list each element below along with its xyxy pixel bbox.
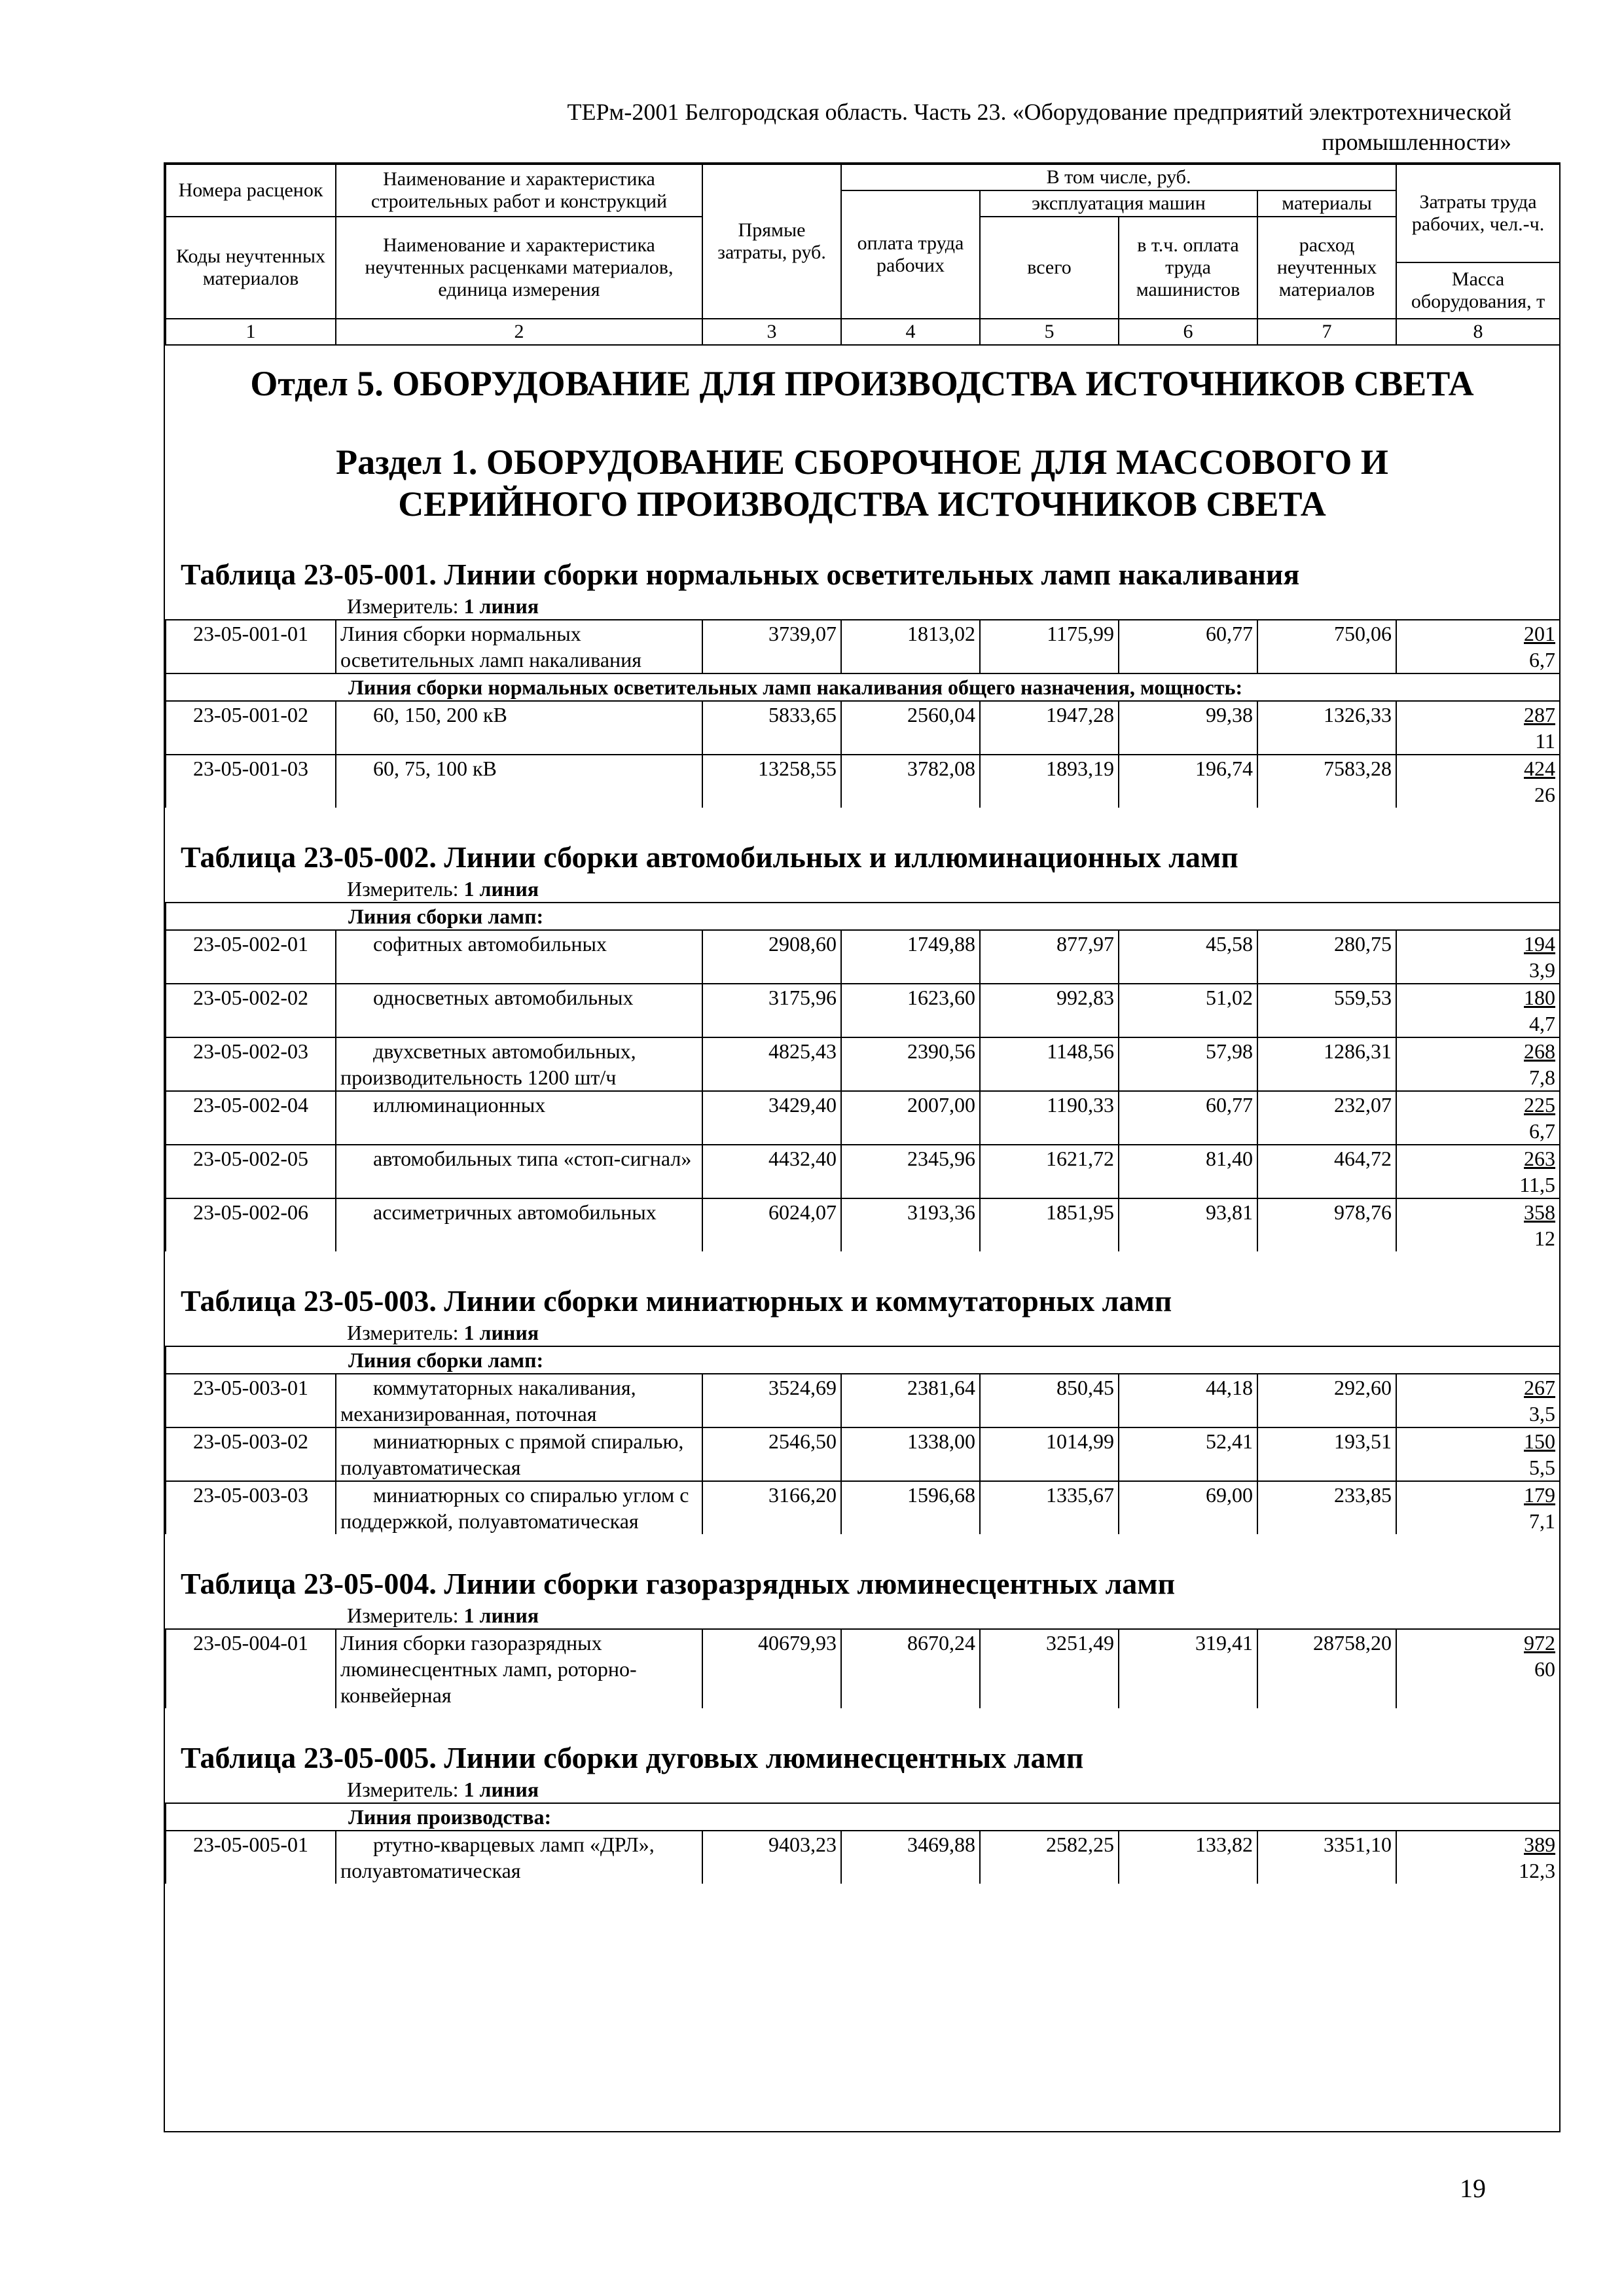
hdr-num-6: 6 [1119, 319, 1257, 345]
rate-name: коммутаторных накаливания, механизированная, поточная [336, 1374, 702, 1427]
equipment-mass: 12 [1534, 1227, 1556, 1250]
labor-hours: 268 [1524, 1039, 1556, 1063]
labor-and-mass [1396, 1427, 1560, 1481]
materials-cost: 280,75 [1257, 930, 1396, 984]
rate-name: автомобильных типа «стоп-сигнал» [336, 1145, 702, 1198]
group-row [166, 673, 1560, 701]
materials-cost: 28758,20 [1257, 1629, 1396, 1708]
table-row [166, 1037, 1560, 1091]
rate-code: 23-05-003-03 [166, 1481, 336, 1534]
labor-hours: 389 [1524, 1833, 1556, 1856]
materials-cost: 193,51 [1257, 1427, 1396, 1481]
meter-unit: 1 линия [463, 594, 539, 618]
table-row [166, 755, 1560, 808]
price-table [165, 902, 1561, 1251]
machines-total: 1014,99 [980, 1427, 1119, 1481]
machines-total: 1148,56 [980, 1037, 1119, 1091]
labor-hours: 358 [1524, 1200, 1556, 1224]
machines-pay: 196,74 [1119, 755, 1257, 808]
meter-unit: 1 линия [463, 1604, 539, 1627]
materials-cost: 978,76 [1257, 1198, 1396, 1251]
hdr-col1-top: Номера расценок [166, 164, 336, 217]
materials-cost: 233,85 [1257, 1481, 1396, 1534]
labor-pay: 3193,36 [841, 1198, 980, 1251]
rate-code: 23-05-002-03 [166, 1037, 336, 1091]
direct-costs: 3524,69 [702, 1374, 841, 1427]
equipment-mass: 7,8 [1529, 1066, 1556, 1089]
document-body [165, 350, 1559, 1884]
hdr-num-8: 8 [1396, 319, 1560, 345]
materials-cost: 750,06 [1257, 620, 1396, 673]
labor-and-mass [1396, 620, 1560, 673]
rate-name: миниатюрных с прямой спиралью, полуавтоматическая [336, 1427, 702, 1481]
equipment-mass: 26 [1534, 783, 1555, 806]
machines-total: 3251,49 [980, 1629, 1119, 1708]
labor-pay: 1749,88 [841, 930, 980, 984]
group-label: Линия сборки ламп: [166, 1346, 1560, 1374]
rate-name: Линия сборки газоразрядных люминесцентных ламп, роторно-конвейерная [336, 1629, 702, 1708]
table-row [166, 620, 1560, 673]
table-row [166, 1831, 1560, 1884]
labor-and-mass [1396, 1145, 1560, 1198]
labor-pay: 2007,00 [841, 1091, 980, 1145]
direct-costs: 9403,23 [702, 1831, 841, 1884]
machines-pay: 93,81 [1119, 1198, 1257, 1251]
rate-code: 23-05-002-05 [166, 1145, 336, 1198]
labor-pay: 2560,04 [841, 701, 980, 755]
direct-costs: 4825,43 [702, 1037, 841, 1091]
hdr-col2-bottom: Наименование и характеристика неучтенных расценками материалов, единица измерения [336, 217, 702, 319]
hdr-labor-pay: оплата труда рабочих [841, 190, 980, 319]
group-label: Линия производства: [166, 1803, 1560, 1831]
table-meter [165, 593, 1559, 619]
hdr-machines-total: всего [980, 217, 1119, 319]
labor-pay: 3782,08 [841, 755, 980, 808]
labor-pay: 2390,56 [841, 1037, 980, 1091]
equipment-mass: 7,1 [1529, 1509, 1556, 1533]
table-meter [165, 876, 1559, 902]
hdr-num-1: 1 [166, 319, 336, 345]
meter-label: Измеритель: [347, 1778, 464, 1801]
rate-code: 23-05-002-06 [166, 1198, 336, 1251]
group-row [166, 903, 1560, 930]
machines-pay: 133,82 [1119, 1831, 1257, 1884]
labor-hours: 267 [1524, 1376, 1556, 1399]
page-number: 19 [1460, 2174, 1486, 2203]
materials-cost: 3351,10 [1257, 1831, 1396, 1884]
labor-pay: 1813,02 [841, 620, 980, 673]
hdr-col2-top: Наименование и характеристика строительных работ и конструкций [336, 164, 702, 217]
labor-hours: 179 [1524, 1483, 1556, 1507]
table-title: Таблица 23-05-003. Линии сборки миниатюрных и коммутаторных ламп [181, 1284, 1172, 1318]
group-row [166, 1346, 1560, 1374]
hdr-materials-sub: расход неучтенных материалов [1257, 217, 1396, 319]
hdr-direct-costs: Прямые затраты, руб. [702, 164, 841, 319]
labor-pay: 1338,00 [841, 1427, 980, 1481]
table-title: Таблица 23-05-002. Линии сборки автомобильных и иллюминационных ламп [181, 840, 1238, 874]
labor-pay: 8670,24 [841, 1629, 980, 1708]
machines-total: 1893,19 [980, 755, 1119, 808]
labor-and-mass [1396, 930, 1560, 984]
materials-cost: 559,53 [1257, 984, 1396, 1037]
meter-label: Измеритель: [347, 1604, 464, 1627]
group-label: Линия сборки нормальных осветительных ламп накаливания общего назначения, мощность: [166, 673, 1560, 701]
hdr-in-total: В том числе, руб. [841, 164, 1396, 190]
equipment-mass: 6,7 [1529, 1119, 1556, 1143]
hdr-num-5: 5 [980, 319, 1119, 345]
rate-name: иллюминационных [336, 1091, 702, 1145]
price-table [165, 1346, 1561, 1534]
labor-hours: 225 [1524, 1093, 1556, 1117]
price-table [165, 1803, 1561, 1884]
price-table [165, 619, 1561, 808]
labor-pay: 3469,88 [841, 1831, 980, 1884]
equipment-mass: 11 [1535, 729, 1555, 753]
table-row [166, 1198, 1560, 1251]
labor-and-mass [1396, 1831, 1560, 1884]
labor-and-mass [1396, 755, 1560, 808]
rate-code: 23-05-001-01 [166, 620, 336, 673]
rate-code: 23-05-002-02 [166, 984, 336, 1037]
direct-costs: 3166,20 [702, 1481, 841, 1534]
equipment-mass: 3,9 [1529, 958, 1556, 982]
meter-unit: 1 линия [463, 1778, 539, 1801]
machines-pay: 57,98 [1119, 1037, 1257, 1091]
labor-hours: 263 [1524, 1147, 1556, 1170]
direct-costs: 6024,07 [702, 1198, 841, 1251]
column-header-table [165, 164, 1561, 346]
machines-total: 1190,33 [980, 1091, 1119, 1145]
labor-pay: 2345,96 [841, 1145, 980, 1198]
equipment-mass: 4,7 [1529, 1012, 1556, 1035]
labor-and-mass [1396, 984, 1560, 1037]
table-meter [165, 1319, 1559, 1346]
table-row [166, 1091, 1560, 1145]
table-title: Таблица 23-05-001. Линии сборки нормальных осветительных ламп накаливания [181, 558, 1300, 591]
document-frame [164, 162, 1561, 2132]
materials-cost: 1286,31 [1257, 1037, 1396, 1091]
labor-and-mass [1396, 701, 1560, 755]
machines-pay: 69,00 [1119, 1481, 1257, 1534]
rate-code: 23-05-001-03 [166, 755, 336, 808]
hdr-machines-pay: в т.ч. оплата труда машинистов [1119, 217, 1257, 319]
group-row [166, 1803, 1560, 1831]
labor-hours: 287 [1524, 703, 1555, 726]
labor-pay: 2381,64 [841, 1374, 980, 1427]
rate-name: ртутно-кварцевых ламп «ДРЛ», полуавтоматическая [336, 1831, 702, 1884]
rate-name: двухсветных автомобильных, производительность 1200 шт/ч [336, 1037, 702, 1091]
machines-pay: 60,77 [1119, 1091, 1257, 1145]
direct-costs: 4432,40 [702, 1145, 841, 1198]
rate-name: софитных автомобильных [336, 930, 702, 984]
table-title: Таблица 23-05-004. Линии сборки газоразрядных люминесцентных ламп [181, 1567, 1176, 1600]
rate-name: ассиметричных автомобильных [336, 1198, 702, 1251]
labor-hours: 424 [1524, 757, 1555, 780]
direct-costs: 3739,07 [702, 620, 841, 673]
table-meter [165, 1602, 1559, 1628]
group-label: Линия сборки ламп: [166, 903, 1560, 930]
labor-hours: 194 [1524, 932, 1556, 956]
rate-code: 23-05-001-02 [166, 701, 336, 755]
machines-pay: 45,58 [1119, 930, 1257, 984]
section-title-razdel-line2: СЕРИЙНОГО ПРОИЗВОДСТВА ИСТОЧНИКОВ СВЕТА [398, 484, 1326, 524]
direct-costs: 3429,40 [702, 1091, 841, 1145]
table-meter [165, 1776, 1559, 1803]
machines-pay: 319,41 [1119, 1629, 1257, 1708]
materials-cost: 232,07 [1257, 1091, 1396, 1145]
machines-total: 992,83 [980, 984, 1119, 1037]
labor-hours: 150 [1524, 1429, 1556, 1453]
materials-cost: 292,60 [1257, 1374, 1396, 1427]
direct-costs: 5833,65 [702, 701, 841, 755]
labor-hours: 180 [1524, 986, 1556, 1009]
hdr-num-7: 7 [1257, 319, 1396, 345]
direct-costs: 40679,93 [702, 1629, 841, 1708]
labor-hours: 201 [1524, 622, 1555, 645]
hdr-num-4: 4 [841, 319, 980, 345]
equipment-mass: 6,7 [1529, 648, 1555, 672]
hdr-num-2: 2 [336, 319, 702, 345]
equipment-mass: 3,5 [1529, 1402, 1556, 1426]
meter-unit: 1 линия [463, 877, 539, 901]
rate-code: 23-05-005-01 [166, 1831, 336, 1884]
machines-total: 1175,99 [980, 620, 1119, 673]
table-row [166, 1629, 1560, 1708]
meter-label: Измеритель: [347, 594, 464, 618]
meter-unit: 1 линия [463, 1321, 539, 1344]
labor-pay: 1596,68 [841, 1481, 980, 1534]
machines-pay: 81,40 [1119, 1145, 1257, 1198]
equipment-mass: 11,5 [1519, 1173, 1556, 1196]
table-row [166, 1481, 1560, 1534]
hdr-machines: эксплуатация машин [980, 190, 1257, 217]
rate-code: 23-05-002-01 [166, 930, 336, 984]
rate-name: 60, 150, 200 кВ [336, 701, 702, 755]
meter-label: Измеритель: [347, 877, 464, 901]
materials-cost: 464,72 [1257, 1145, 1396, 1198]
machines-total: 1621,72 [980, 1145, 1119, 1198]
rate-code: 23-05-004-01 [166, 1629, 336, 1708]
hdr-mass: Масса оборудования, т [1396, 262, 1560, 319]
rate-code: 23-05-003-02 [166, 1427, 336, 1481]
table-row [166, 930, 1560, 984]
rate-name: 60, 75, 100 кВ [336, 755, 702, 808]
machines-pay: 52,41 [1119, 1427, 1257, 1481]
machines-pay: 44,18 [1119, 1374, 1257, 1427]
labor-and-mass [1396, 1037, 1560, 1091]
rate-code: 23-05-003-01 [166, 1374, 336, 1427]
machines-total: 2582,25 [980, 1831, 1119, 1884]
materials-cost: 7583,28 [1257, 755, 1396, 808]
rate-name: односветных автомобильных [336, 984, 702, 1037]
labor-and-mass [1396, 1481, 1560, 1534]
machines-pay: 51,02 [1119, 984, 1257, 1037]
machines-total: 850,45 [980, 1374, 1119, 1427]
labor-and-mass [1396, 1629, 1560, 1708]
meter-label: Измеритель: [347, 1321, 464, 1344]
equipment-mass: 5,5 [1529, 1456, 1556, 1479]
hdr-col1-bottom: Коды неучтенных материалов [166, 217, 336, 319]
machines-total: 877,97 [980, 930, 1119, 984]
labor-and-mass [1396, 1198, 1560, 1251]
table-row [166, 1145, 1560, 1198]
section-title-razdel-line1: Раздел 1. ОБОРУДОВАНИЕ СБОРОЧНОЕ ДЛЯ МАССОВОГО И [336, 442, 1388, 482]
table-row [166, 1374, 1560, 1427]
direct-costs: 2908,60 [702, 930, 841, 984]
price-tables [165, 556, 1559, 1884]
materials-cost: 1326,33 [1257, 701, 1396, 755]
machines-total: 1851,95 [980, 1198, 1119, 1251]
rate-name: миниатюрных со спиралью углом с поддержкой, полуавтоматическая [336, 1481, 702, 1534]
table-row [166, 984, 1560, 1037]
direct-costs: 13258,55 [702, 755, 841, 808]
machines-pay: 99,38 [1119, 701, 1257, 755]
running-head-line1: ТЕРм-2001 Белгородская область. Часть 23. «Оборудование предприятий электротехнической [567, 99, 1511, 125]
table-title: Таблица 23-05-005. Линии сборки дуговых люминесцентных ламп [181, 1741, 1084, 1774]
rate-code: 23-05-002-04 [166, 1091, 336, 1145]
labor-and-mass [1396, 1374, 1560, 1427]
running-head [164, 97, 1511, 157]
table-row [166, 1427, 1560, 1481]
labor-and-mass [1396, 1091, 1560, 1145]
hdr-labor-cost: Затраты труда рабочих, чел.-ч. [1396, 164, 1560, 262]
running-head-line2: промышленности» [1322, 129, 1511, 155]
hdr-materials: материалы [1257, 190, 1396, 217]
equipment-mass: 12,3 [1519, 1859, 1556, 1882]
hdr-num-3: 3 [702, 319, 841, 345]
labor-hours: 972 [1524, 1631, 1555, 1655]
machines-pay: 60,77 [1119, 620, 1257, 673]
direct-costs: 3175,96 [702, 984, 841, 1037]
machines-total: 1947,28 [980, 701, 1119, 755]
direct-costs: 2546,50 [702, 1427, 841, 1481]
section-title-otdel: Отдел 5. ОБОРУДОВАНИЕ ДЛЯ ПРОИЗВОДСТВА ИСТОЧНИКОВ СВЕТА [250, 364, 1474, 403]
price-table [165, 1628, 1561, 1708]
labor-pay: 1623,60 [841, 984, 980, 1037]
table-row [166, 701, 1560, 755]
equipment-mass: 60 [1534, 1657, 1555, 1681]
rate-name: Линия сборки нормальных осветительных ламп накаливания [336, 620, 702, 673]
machines-total: 1335,67 [980, 1481, 1119, 1534]
